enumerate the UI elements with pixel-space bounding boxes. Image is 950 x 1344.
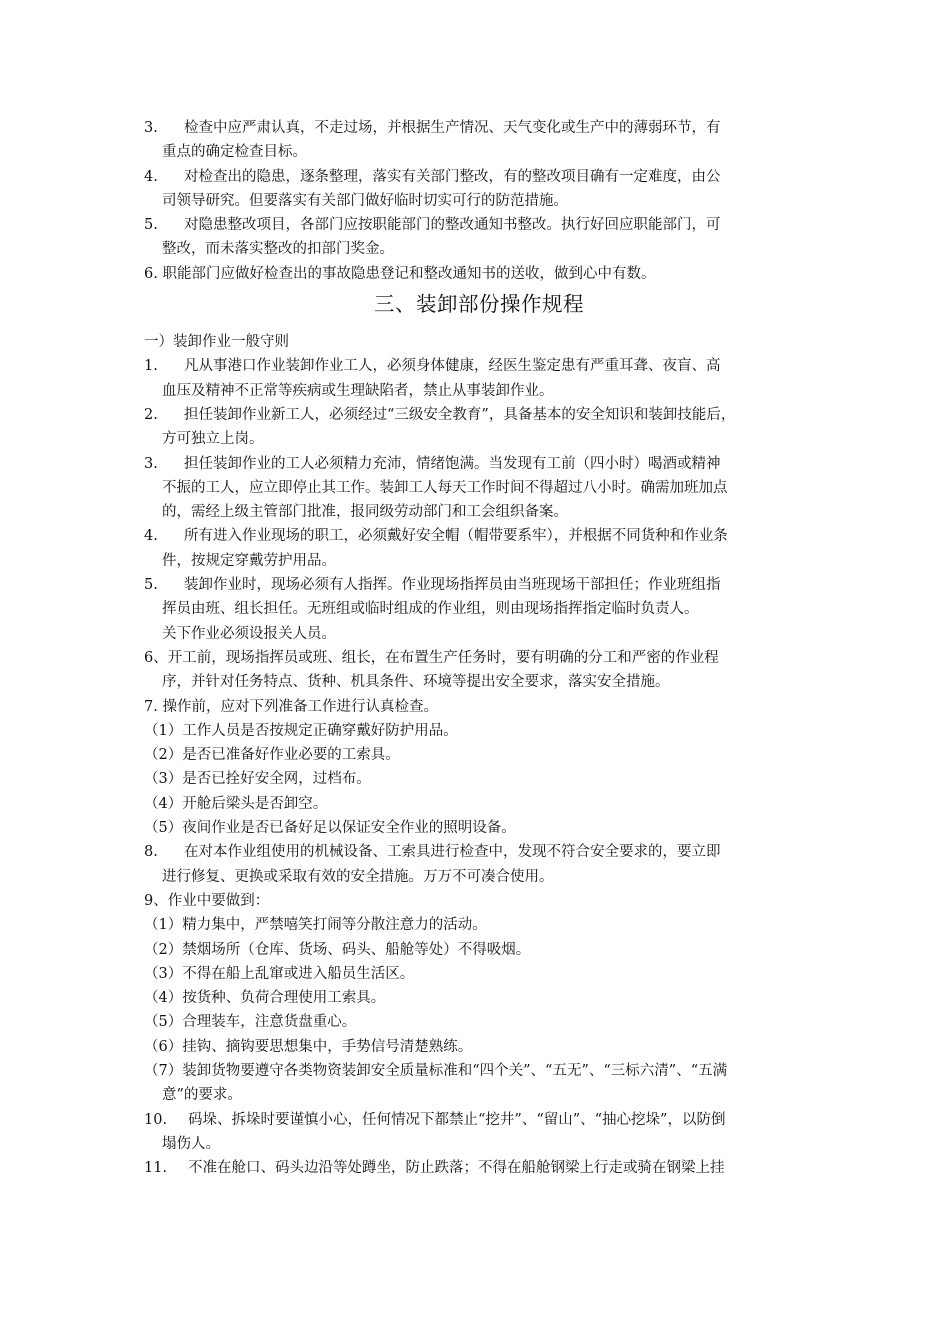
item-number: 11. <box>144 1160 168 1177</box>
item-text: 检查中应严肃认真，不走过场，并根据生产情况、天气变化或生产中的薄弱环节，有 <box>184 120 721 136</box>
rule-item: 6、开工前，现场指挥员或班、组长，在布置生产任务时，要有明确的分工和严密的作业程 <box>144 649 719 666</box>
item-number: 5. <box>144 577 158 594</box>
rule-item <box>144 1108 814 1132</box>
item-number: 8. <box>144 844 158 861</box>
list-item <box>144 116 814 140</box>
item-text-continued: 的，需经上级主管部门批准，报同级劳动部门和工会组织备案。 <box>162 504 568 521</box>
item-number: 3. <box>144 120 158 136</box>
item-number: 4. <box>144 528 158 545</box>
item-text: 不准在舱口、码头边沿等处蹲坐，防止跌落；不得在船舱钢梁上行走或骑在钢梁上挂 <box>188 1160 725 1177</box>
document-body <box>144 116 814 1180</box>
sub-item: （4）按货种、负荷合理使用工索具。 <box>144 990 386 1007</box>
item-text-continued: 挥员由班、组长担任。无班组或临时组成的作业组，则由现场指挥指定临时负责人。 <box>162 601 699 618</box>
item-text-continued: 重点的确定检查目标。 <box>162 144 307 161</box>
item-text-continued: 件，按规定穿戴劳护用品。 <box>162 552 336 569</box>
rule-item <box>144 573 814 597</box>
rule-item <box>144 524 814 548</box>
list-item: 6. 职能部门应做好检查出的事故隐患登记和整改通知书的送收，做到心中有数。 <box>144 265 656 282</box>
sub-item: （1）工作人员是否按规定正确穿戴好防护用品。 <box>144 722 458 739</box>
item-text-continued: 不振的工人，应立即停止其工作。装卸工人每天工作时间不得超过八小时。确需加班加点 <box>162 479 728 496</box>
rule-item <box>144 840 814 864</box>
item-text-continued: 司领导研究。但要落实有关部门做好临时切实可行的防范措施。 <box>162 192 568 209</box>
item-number: 5. <box>144 217 158 234</box>
item-text-continued: 意”的要求。 <box>162 1087 242 1104</box>
item-text-continued: 血压及精神不正常等疾病或生理缺陷者，禁止从事装卸作业。 <box>162 382 554 399</box>
item-text: 装卸作业时，现场必须有人指挥。作业现场指挥员由当班现场干部担任；作业班组指 <box>184 577 721 594</box>
item-text: 担任装卸作业新工人，必须经过“三级安全教育”，具备基本的安全知识和装卸技能后， <box>184 406 736 423</box>
item-text-continued: 进行修复、更换或采取有效的安全措施。万万不可凑合使用。 <box>162 868 554 885</box>
item-number: 10. <box>144 1111 168 1128</box>
sub-item: （5）合理装车，注意货盘重心。 <box>144 1014 357 1031</box>
item-text: 在对本作业组使用的机械设备、工索具进行检查中，发现不符合安全要求的，要立即 <box>184 844 721 861</box>
sub-item: （4）开舱后梁头是否卸空。 <box>144 795 328 812</box>
sub-item: （2）是否已准备好作业必要的工索具。 <box>144 747 400 764</box>
item-text-continued: 序，并针对任务特点、货种、机具条件、环境等提出安全要求，落实安全措施。 <box>162 674 670 691</box>
sub-item: （1）精力集中，严禁嘻笑打闹等分散注意力的活动。 <box>144 917 487 934</box>
rule-item: 7. 操作前，应对下列准备工作进行认真检查。 <box>144 698 438 715</box>
item-text: 所有进入作业现场的职工，必须戴好安全帽（帽带要系牢），并根据不同货种和作业条 <box>184 528 728 545</box>
item-text-continued: 方可独立上岗。 <box>162 431 264 448</box>
item-text: 担任装卸作业的工人必须精力充沛，情绪饱满。当发现有工前（四小时）喝酒或精神 <box>184 455 721 472</box>
sub-item: （6）挂钩、摘钩要思想集中，手势信号清楚熟练。 <box>144 1038 473 1055</box>
item-number: 4. <box>144 168 158 185</box>
item-text: 对隐患整改项目，各部门应按职能部门的整改通知书整改。执行好回应职能部门，可 <box>184 217 721 234</box>
sub-item: （3）是否已拴好安全网，过档布。 <box>144 771 371 788</box>
item-text-continued: 整改，而未落实整改的扣部门奖金。 <box>162 241 394 258</box>
item-text: 码垛、拆垛时要谨慎小心，任何情况下都禁止“挖井”、“留山”、“抽心挖垛”，以防倒 <box>188 1111 726 1128</box>
item-number: 1. <box>144 358 158 375</box>
item-text-continued: 关下作业必须设报关人员。 <box>162 625 336 642</box>
sub-item: （7）装卸货物要遵守各类物资装卸安全质量标准和“四个关”、“五无”、“三标六清”、“五满 <box>144 1062 728 1079</box>
sub-item: （2）禁烟场所（仓库、货场、码头、船舱等处）不得吸烟。 <box>144 941 531 958</box>
item-number: 2. <box>144 406 158 423</box>
subsection-title: 一）装卸作业一般守则 <box>144 334 289 351</box>
item-text: 对检查出的隐患，逐条整理，落实有关部门整改，有的整改项目确有一定难度，由公 <box>184 168 721 185</box>
item-text: 凡从事港口作业装卸作业工人，必须身体健康，经医生鉴定患有严重耳聋、夜盲、高 <box>184 358 721 375</box>
list-item <box>144 213 814 237</box>
sub-item: （3）不得在船上乱窜或进入船员生活区。 <box>144 965 415 982</box>
rule-item <box>144 1156 814 1180</box>
rule-item <box>144 403 814 427</box>
rule-item <box>144 452 814 476</box>
list-item <box>144 165 814 189</box>
item-number: 3. <box>144 455 158 472</box>
section-title: 三、装卸部份操作规程 <box>374 292 584 317</box>
sub-item: （5）夜间作业是否已备好足以保证安全作业的照明设备。 <box>144 820 516 837</box>
rule-item <box>144 354 814 378</box>
item-text-continued: 塌伤人。 <box>162 1135 220 1152</box>
rule-item: 9、作业中要做到： <box>144 892 270 909</box>
